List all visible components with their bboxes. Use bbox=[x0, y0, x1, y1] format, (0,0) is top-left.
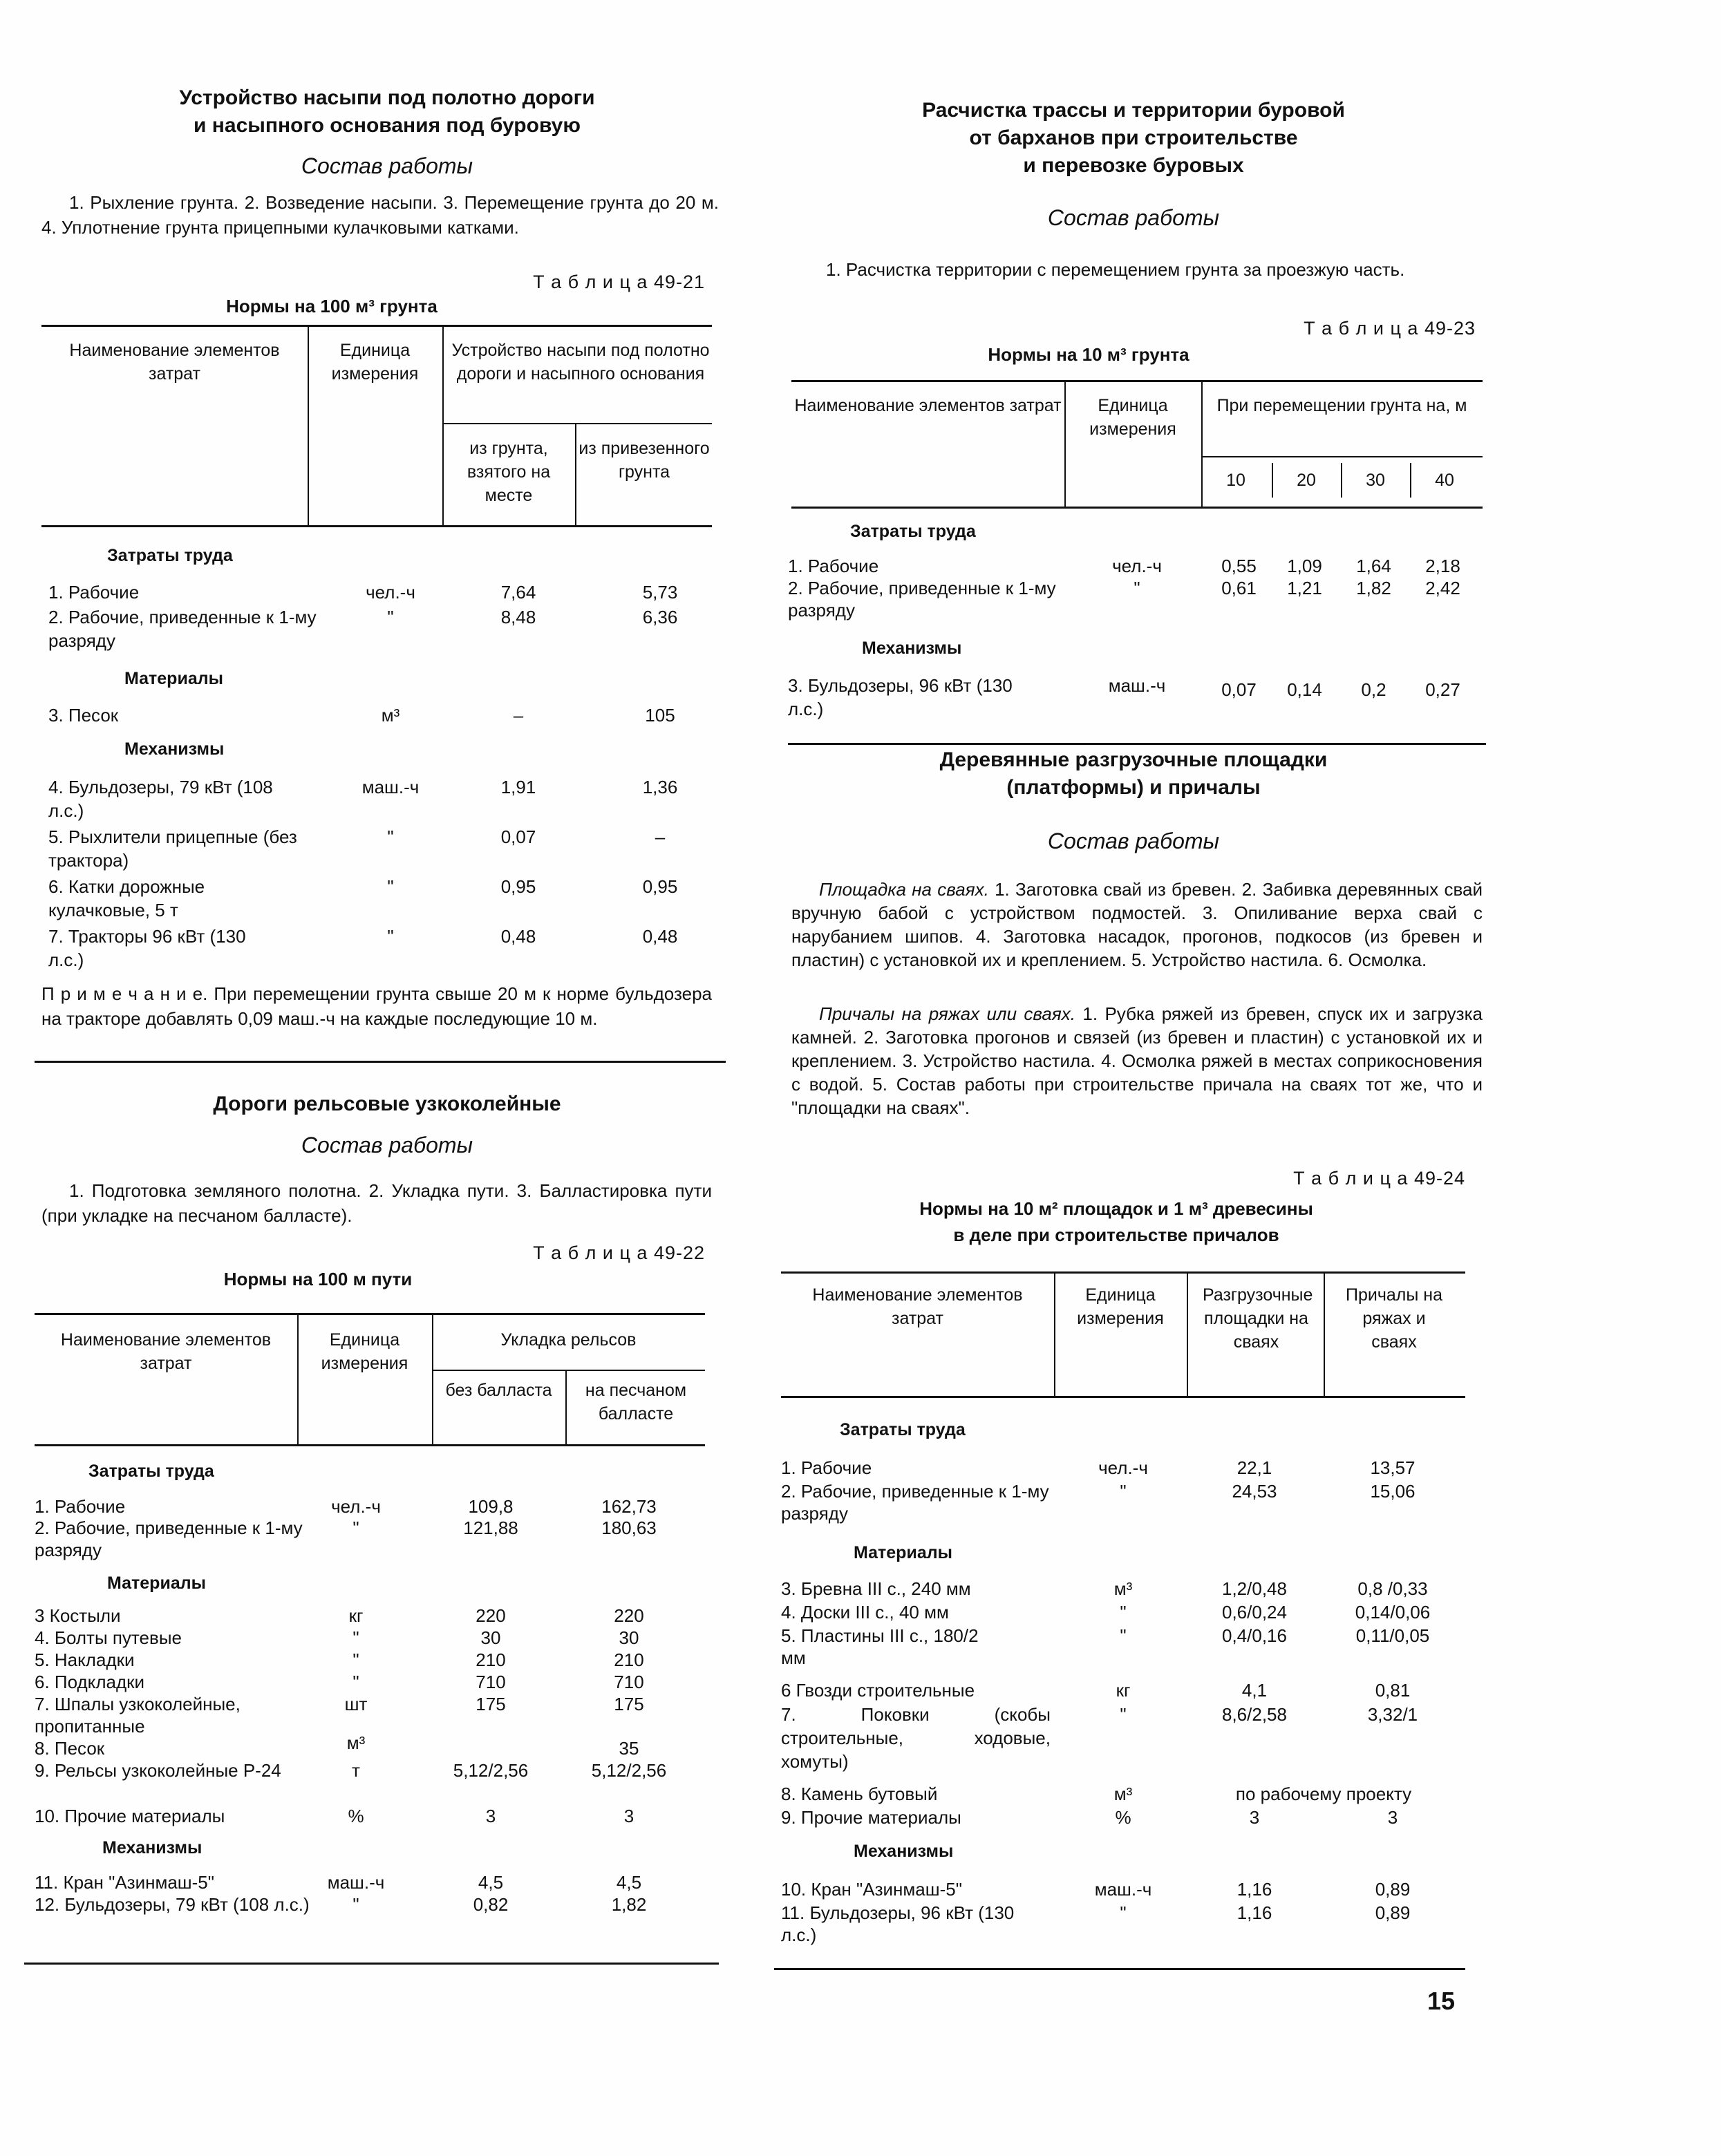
col-header-40: 40 bbox=[1435, 471, 1454, 490]
table-row: 11. Бульдозеры, 96 кВт (130 л.с.) " 1,16 0,89 bbox=[781, 1902, 1411, 1945]
section-subtitle: Состав работы bbox=[1047, 829, 1220, 853]
table-norm-caption: Нормы на 100 м³ грунта bbox=[226, 296, 438, 316]
col-header-group: Устройство насыпи под полотно дороги и насыпного основания bbox=[451, 341, 710, 384]
col-header-a: без балласта bbox=[445, 1381, 552, 1400]
col-header-unit: Единица измерения bbox=[321, 1330, 408, 1373]
col-header-name: Наименование элементов затрат bbox=[69, 341, 280, 384]
table-row: 6 Гвозди строительные кг 4,1 0,81 bbox=[781, 1680, 1411, 1701]
table-row: 12. Бульдозеры, 79 кВт (108 л.с.) " 0,82 1,82 bbox=[35, 1894, 647, 1915]
table-row: 3 Костыли кг 220 220 bbox=[35, 1605, 644, 1626]
table-row: 2. Рабочие, приведенные к 1-му разряду " 121,88 180,63 bbox=[35, 1517, 657, 1560]
table-row: 5. Пластины III с., 180/2 мм " 0,4/0,16 0,11/0,05 bbox=[781, 1625, 1430, 1668]
section-label: Затраты труда bbox=[850, 522, 976, 541]
col-header-group: При перемещении грунта на, м bbox=[1216, 396, 1467, 415]
col-header-b: Причалы на ряжах и сваях bbox=[1346, 1285, 1442, 1352]
col-header-10: 10 bbox=[1226, 471, 1245, 490]
table-row: 3. Бревна III с., 240 мм м³ 1,2/0,48 0,8 /0,33 bbox=[781, 1578, 1428, 1599]
section-subtitle: Состав работы bbox=[1047, 205, 1220, 230]
col-header-unit: Единица измерения bbox=[331, 341, 419, 384]
table-row: 8. Песок м³ 35 bbox=[35, 1732, 639, 1759]
work-description-2: Причалы на ряжах или сваях. 1. Рубка ряжей из бревен, спуск их и загрузка камней. 2. Заготовка прогонов и связей (из бревен и пластин) с установкой их и креплением. 3. Устройство настила. 4. Осмолка ряжей в местах соприкосновения с водой. 5. Состав работы при строительстве причала на сваях тот же, что и "площадки на сваях". bbox=[791, 1003, 1483, 1118]
table-number: Т а б л и ц а 49-21 bbox=[533, 272, 705, 292]
table-row: 1. Рабочие чел.-ч 7,64 5,73 bbox=[48, 582, 678, 603]
col-header-name: Наименование элементов затрат bbox=[794, 396, 1062, 415]
table-row: 1. Рабочие чел.-ч 22,1 13,57 bbox=[781, 1457, 1416, 1478]
table-row: 10. Кран "Азинмаш-5" маш.-ч 1,16 0,89 bbox=[781, 1879, 1411, 1900]
table-row: 4. Бульдозеры, 79 кВт (108 л.с.) маш.-ч 1,91 1,36 bbox=[48, 777, 678, 821]
table-row: 3. Бульдозеры, 96 кВт (130 л.с.) маш.-ч 0,07 0,14 0,2 0,27 bbox=[788, 675, 1460, 719]
section-label: Затраты труда bbox=[840, 1420, 966, 1439]
section-title: Деревянные разгрузочные площадки (платформы) и причалы bbox=[939, 748, 1328, 799]
table-norm-caption: Нормы на 100 м пути bbox=[223, 1269, 413, 1289]
table-row: 4. Доски III с., 40 мм " 0,6/0,24 0,14/0,06 bbox=[781, 1602, 1431, 1623]
table-row: 2. Рабочие, приведенные к 1-му разряду " 0,61 1,21 1,82 2,42 bbox=[788, 578, 1460, 621]
table-row: 8. Камень бутовый м³ по рабочему проекту bbox=[781, 1784, 1412, 1804]
section-subtitle: Состав работы bbox=[301, 1133, 473, 1157]
table-row: 7. Поковки (скобы строительные, ходовые, хомуты) " 8,6/2,58 3,32/1 bbox=[781, 1704, 1418, 1772]
work-description-1: Площадка на сваях. 1. Заготовка свай из бревен. 2. Забивка деревянных свай вручную бабой с устройством подмостей. 3. Опиливание верха свай с нарубанием шипов. 4. Заготовка насадок, прогонов, подкосов (из бревен и пластин) с установкой их и креплением. 5. Устройство настила. 6. Осмолка. bbox=[791, 879, 1483, 970]
table-row: 1. Рабочие чел.-ч 109,8 162,73 bbox=[35, 1496, 657, 1517]
section-label: Механизмы bbox=[102, 1838, 203, 1857]
section-label: Механизмы bbox=[862, 639, 962, 658]
section-title: Расчистка трассы и территории буровой от барханов при строительстве и перевозке буровых bbox=[922, 99, 1345, 177]
col-header-30: 30 bbox=[1366, 471, 1385, 490]
table-row: 7. Тракторы 96 кВт (130 л.с.) " 0,48 0,48 bbox=[48, 926, 678, 970]
section-subtitle: Состав работы bbox=[301, 153, 473, 178]
col-header-a: из грунта, взятого на месте bbox=[467, 439, 551, 505]
page-number: 15 bbox=[1427, 1987, 1456, 2015]
work-description: 1. Рыхление грунта. 2. Возведение насыпи. 3. Перемещение грунта до 20 м. 4. Уплотнение грунта прицепными кулачковыми катками. bbox=[41, 192, 719, 238]
work-description: 1. Подготовка земляного полотна. 2. Укладка пути. 3. Балластировка пути (при укладке на песчаном балласте). bbox=[41, 1180, 712, 1226]
col-header-name: Наименование элементов затрат bbox=[60, 1330, 272, 1373]
section-label: Механизмы bbox=[854, 1842, 954, 1861]
table-row: 6. Катки дорожные кулачковые, 5 т " 0,95 0,95 bbox=[48, 876, 678, 920]
table-number: Т а б л и ц а 49-24 bbox=[1293, 1168, 1465, 1189]
section-title: Дороги рельсовые узкоколейные bbox=[213, 1093, 561, 1115]
table-row: 11. Кран "Азинмаш-5" маш.-ч 4,5 4,5 bbox=[35, 1872, 642, 1893]
table-row: 9. Прочие материалы % 3 3 bbox=[781, 1807, 1398, 1828]
table-note: П р и м е ч а н и е. При перемещении грунта свыше 20 м к норме бульдозера на тракторе добавлять 0,09 маш.-ч на каждые последующие 10 м. bbox=[41, 983, 712, 1029]
table-row: 5. Накладки " 210 210 bbox=[35, 1649, 644, 1670]
table-norm-caption: Нормы на 10 м³ грунта bbox=[988, 344, 1189, 365]
table-number: Т а б л и ц а 49-23 bbox=[1304, 318, 1476, 339]
table-norm-caption: Нормы на 10 м² площадок и 1 м³ древесины в деле при строительстве причалов bbox=[919, 1198, 1313, 1245]
work-description: 1. Расчистка территории с перемещением грунта за проезжую часть. bbox=[826, 259, 1405, 280]
table-row: 4. Болты путевые " 30 30 bbox=[35, 1627, 639, 1648]
section-label: Материалы bbox=[124, 669, 223, 688]
col-header-unit: Единица измерения bbox=[1089, 396, 1176, 439]
col-header-b: на песчаном балласте bbox=[585, 1381, 687, 1424]
col-header-b: из привезенного грунта bbox=[579, 439, 710, 482]
table-row: 1. Рабочие чел.-ч 0,55 1,09 1,64 2,18 bbox=[788, 556, 1460, 576]
col-header-group: Укладка рельсов bbox=[500, 1330, 637, 1350]
table-row: 9. Рельсы узкоколейные Р-24 т 5,12/2,56 5,12/2,56 bbox=[35, 1760, 667, 1781]
col-header-name: Наименование элементов затрат bbox=[812, 1285, 1023, 1328]
table-row: 3. Песок м³ – 105 bbox=[48, 705, 675, 726]
section-label: Механизмы bbox=[124, 739, 225, 759]
table-row: 10. Прочие материалы % 3 3 bbox=[35, 1806, 634, 1826]
table-row: 5. Рыхлители прицепные (без трактора) " 0,07 – bbox=[48, 826, 666, 871]
col-header-unit: Единица измерения bbox=[1077, 1285, 1164, 1328]
table-row: 2. Рабочие, приведенные к 1-му разряду " 24,53 15,06 bbox=[781, 1481, 1416, 1524]
section-label: Затраты труда bbox=[107, 546, 233, 565]
section-title: Устройство насыпи под полотно дороги и насыпного основания под буровую bbox=[179, 86, 595, 137]
col-header-a: Разгрузочные площадки на сваях bbox=[1203, 1285, 1313, 1352]
section-label: Затраты труда bbox=[88, 1462, 214, 1481]
section-label: Материалы bbox=[854, 1543, 952, 1562]
section-label: Материалы bbox=[107, 1573, 206, 1593]
col-header-20: 20 bbox=[1297, 471, 1316, 490]
table-row: 6. Подкладки " 710 710 bbox=[35, 1672, 644, 1692]
table-row: 2. Рабочие, приведенные к 1-му разряду " 8,48 6,36 bbox=[48, 607, 678, 651]
table-row: 7. Шпалы узкоколейные, пропитанные шт 175 175 bbox=[35, 1694, 644, 1737]
table-number: Т а б л и ц а 49-22 bbox=[533, 1242, 705, 1263]
